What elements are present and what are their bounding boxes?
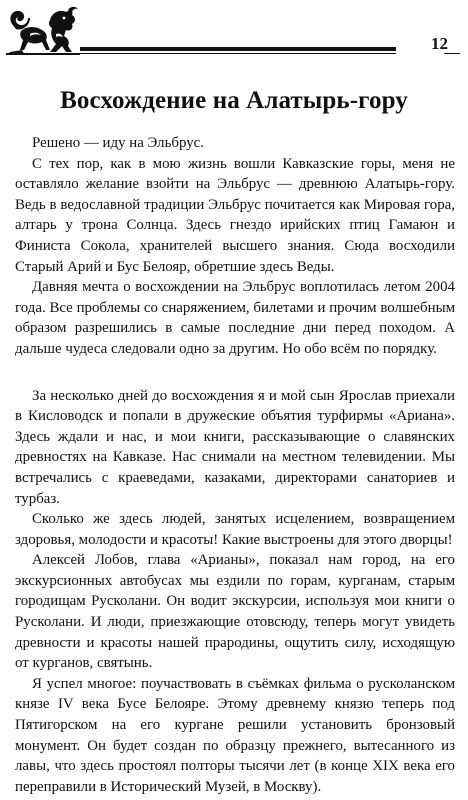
paragraph: С тех пор, как в мою жизнь вошли Кавказские горы, меня не оставляло желание взойти на Эльбрус — древнюю Алатырь-гору. Ведь в ведославной традиции Эльбрус почитается как Мировая гора, алтарь у трона Солнца. Здесь гнездо ирийских птиц Гамаюн и Финиста Сокола, хранителей высшего знания. Сюда восходили Старый Арий и Бус Белояр, обретшие здесь Веды. bbox=[15, 155, 455, 275]
header-rule-thick bbox=[80, 47, 396, 51]
paragraph: Алексей Лобов, глава «Арианы», показал нам город, на его экскурсионных автобусах мы ездили по горам, курганам, старым городищам Русколани. Он водит экскурсии, используя мои книги о Русколани. И люди, приезжающие отовсюду, теперь могут увидеть древности и красоты нашей прародины, ощутить силу, исходящую от курганов, святынь. bbox=[15, 552, 455, 672]
paragraph: Сколько же здесь людей, занятых исцелением, возвращением здоровья, молодости и красоты! Какие выстроены для этого дворцы! bbox=[15, 511, 455, 548]
header-rule-right bbox=[444, 53, 460, 54]
page-header bbox=[0, 0, 468, 60]
chapter-body bbox=[15, 133, 455, 797]
paragraph: За несколько дней до восхождения я и мой сын Ярослав приехали в Кисловодск и попали в дружеские объятия турфирмы «Ариана». Здесь ждали и нас, и мои книги, рассказывающие о славянских древностях на Кавказе. Нас снимали на местном телевидении. Мы встречались с краеведами, казаками, директорами санаториев и турбаз. bbox=[15, 387, 455, 507]
paragraph: Я успел многое: поучаствовать в съёмках фильма о русколанском князе IV века Бусе Белояре. Этому древнему князю теперь под Пятигорском на его кургане решили установить бронзовый монумент. Он будет создан по образцу прежнего, вытесанного из лавы, что здесь простоял полторы тысячи лет (в конце XIX века его переправили в Исторический Музей, в Москву). bbox=[15, 675, 455, 795]
paragraph: Давняя мечта о восхождении на Эльбрус воплотилась летом 2004 года. Все проблемы со снаряжением, билетами и прочим волшебным образом разрешились в самые последние дни перед походом. А дальше чудеса следовали одно за другим. Но обо всём по порядку. bbox=[15, 279, 455, 357]
chapter-title: Восхождение на Алатырь-гору bbox=[60, 87, 408, 114]
header-rule-thin bbox=[80, 53, 396, 54]
paragraph: Решено — иду на Эльбрус. bbox=[32, 135, 204, 151]
page-number: 12 bbox=[431, 34, 448, 53]
griffin-lion-emblem-icon bbox=[6, 6, 80, 56]
